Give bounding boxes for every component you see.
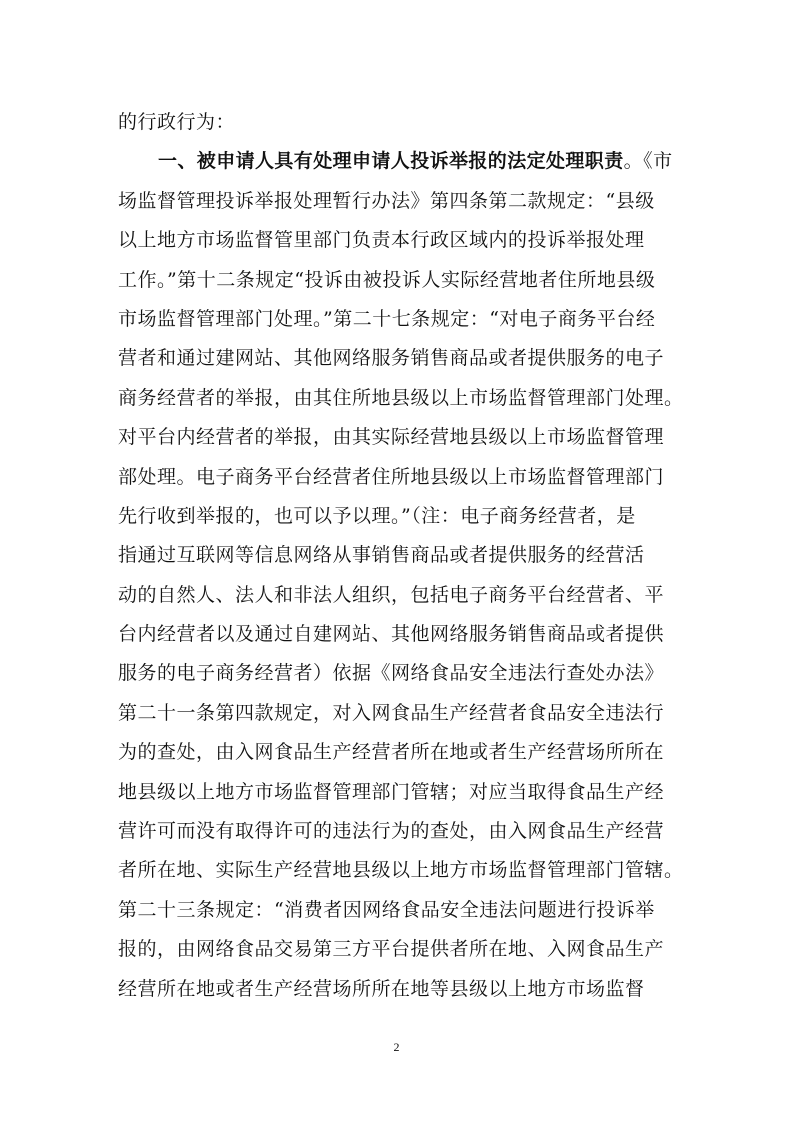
text-line: 动的自然人、法人和非法人组织，包括电子商务平台经营者、平 xyxy=(118,583,665,606)
text-line: 营者和通过建网站、其他网络服务销售商品或者提供服务的电子 xyxy=(118,347,665,370)
text-line: 第二十三条规定：“消费者因网络食品安全违法问题进行投诉举 xyxy=(118,898,655,921)
heading-continuation: 。《市 xyxy=(623,150,673,173)
text-line: 以上地方市场监督管里部门负责本行政区域内的投诉举报处理 xyxy=(118,229,645,252)
text-line: 市场监督管理部门处理。”第二十七条规定：“对电子商务平台经 xyxy=(118,307,656,330)
text-line: 台内经营者以及通过自建网站、其他网络服务销售商品或者提供 xyxy=(118,623,665,646)
text-line: 工作。”第十二条规定“投诉由被投诉人实际经营地者住所地县级 xyxy=(118,268,656,291)
text-line: 部处理。电子商务平台经营者住所地县级以上市场监督管理部门 xyxy=(118,465,665,488)
body-text xyxy=(118,103,686,1009)
text-line: 经营所在地或者生产经营场所所在地等县级以上地方市场监督 xyxy=(118,977,645,1000)
text-line: 者所在地、实际生产经营地县级以上地方市场监督管理部门管辖。 xyxy=(118,859,684,882)
text-line: 指通过互联网等信息网络从事销售商品或者提供服务的经营活 xyxy=(118,544,645,567)
text-line: 服务的电子商务经营者）依据《网络食品安全违法行查处办法》 xyxy=(118,662,665,685)
text-line: 对平台内经营者的举报，由其实际经营地县级以上市场监督管理 xyxy=(118,426,665,449)
text-line: 报的，由网络食品交易第三方平台提供者所在地、入网食品生产 xyxy=(118,938,665,961)
text-line: 第二十一条第四款规定，对入网食品生产经营者食品安全违法行 xyxy=(118,701,665,724)
page-number: 2 xyxy=(393,1040,400,1054)
text-line: 为的查处，由入网食品生产经营者所在地或者生产经营场所所在 xyxy=(118,741,665,764)
text-line: 场监督管理投诉举报处理暂行办法》第四条第二款规定：“县级 xyxy=(118,189,655,212)
text-line: 商务经营者的举报，由其住所地县级以上市场监督管理部门处理。 xyxy=(118,386,684,409)
text-line: 先行收到举报的，也可以予以理。”（注：电子商务经营者，是 xyxy=(118,504,636,527)
text-line: 营许可而没有取得许可的违法行为的查处，由入网食品生产经营 xyxy=(118,820,665,843)
section-heading: 一、被申请人具有处理申请人投诉举报的法定处理职责 xyxy=(158,150,624,173)
text-line: 地县级以上地方市场监督管理部门管辖；对应当取得食品生产经 xyxy=(118,780,665,803)
section-heading-line xyxy=(118,142,686,181)
text-line: 的行政行为： xyxy=(118,111,236,133)
